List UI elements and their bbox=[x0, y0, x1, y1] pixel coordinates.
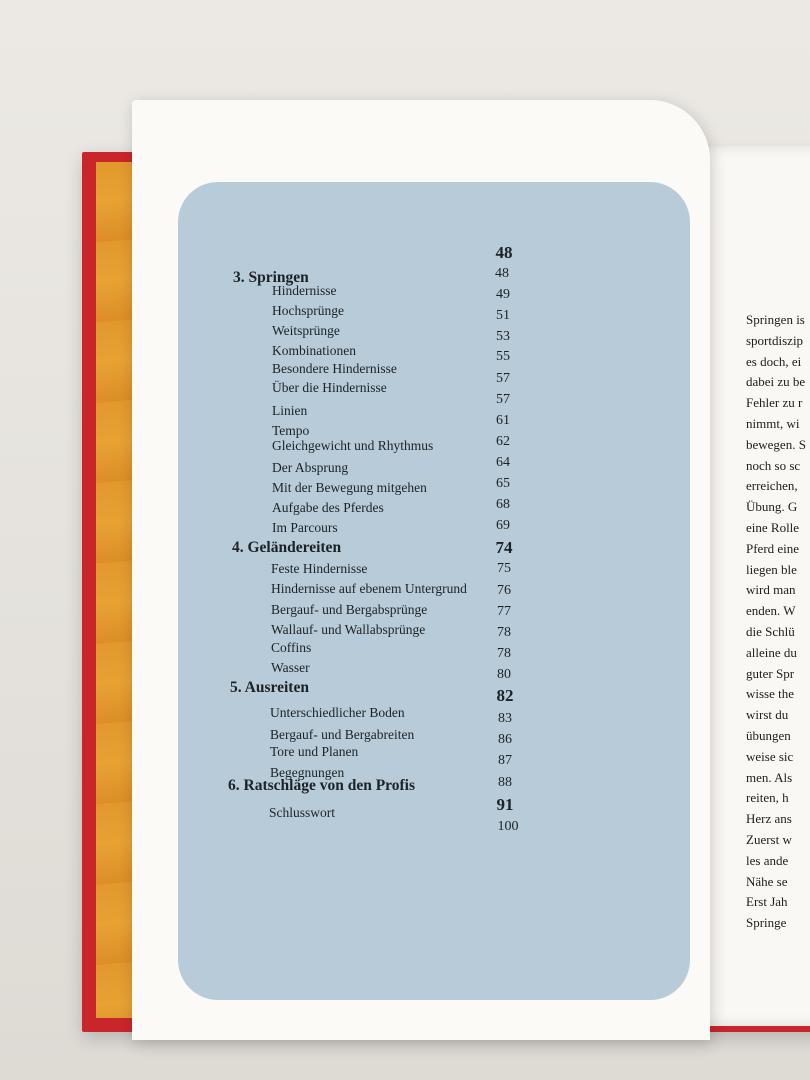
toc-entry-label: Wasser bbox=[271, 660, 310, 675]
toc-entry-page: 80 bbox=[497, 667, 511, 682]
toc-entry-page: 51 bbox=[496, 308, 510, 323]
toc-entry-label: Hindernisse auf ebenem Untergrund bbox=[271, 581, 467, 596]
text-line: die Schlü bbox=[746, 623, 795, 639]
text-line: noch so sc bbox=[746, 457, 801, 473]
chapter-page-number: 48 bbox=[495, 266, 509, 281]
text-line: liegen ble bbox=[746, 561, 797, 577]
toc-entry-page: 53 bbox=[496, 329, 510, 344]
text-line: es doch, ei bbox=[746, 353, 802, 369]
toc-entry-label: Coffins bbox=[271, 640, 312, 655]
text-line: Zuerst w bbox=[746, 831, 792, 847]
toc-entry-label: Gleichgewicht und Rhythmus bbox=[272, 438, 434, 453]
chapter-title: 5. Ausreiten bbox=[230, 679, 309, 696]
text-line: sportdiszip bbox=[746, 332, 804, 348]
toc-entry-label: Feste Hindernisse bbox=[271, 561, 368, 576]
toc-entry-label: Kombinationen bbox=[272, 343, 356, 358]
toc-entry-page: 62 bbox=[496, 434, 510, 449]
toc-entry-label: Bergauf- und Bergabsprünge bbox=[271, 602, 428, 617]
text-line: eine Rolle bbox=[746, 519, 800, 535]
text-line: men. Als bbox=[746, 769, 793, 785]
right-page-text bbox=[746, 310, 810, 934]
chapter-title: 6. Ratschläge von den Profis bbox=[228, 777, 416, 794]
toc-entry-page: 68 bbox=[496, 497, 510, 512]
toc-entry-label: Tore und Planen bbox=[270, 744, 359, 759]
toc-entry-page: 65 bbox=[496, 476, 510, 491]
toc-entry-page: 57 bbox=[496, 371, 510, 386]
toc-entry-label: Schlusswort bbox=[269, 805, 336, 820]
toc-entry-page: 100 bbox=[497, 819, 519, 834]
chapter-page-number: 82 bbox=[496, 686, 514, 705]
toc-entry-label: Der Absprung bbox=[272, 460, 349, 475]
toc-entry-page: 88 bbox=[498, 775, 512, 790]
toc-entry-page: 61 bbox=[496, 413, 510, 428]
text-line: les ande bbox=[746, 852, 789, 868]
text-line: reiten, h bbox=[746, 790, 789, 806]
toc-entry-label: Bergauf- und Bergabreiten bbox=[270, 727, 415, 742]
chapter-page-number: 91 bbox=[496, 795, 514, 814]
toc-entry-page: 69 bbox=[496, 518, 510, 533]
toc-entry-label: Weitsprünge bbox=[272, 323, 340, 338]
toc-entry-page: 78 bbox=[497, 646, 511, 661]
text-line: erreichen, bbox=[746, 478, 798, 494]
text-line: wirst du bbox=[746, 707, 789, 723]
text-line: Fehler zu r bbox=[746, 395, 803, 411]
toc-entry-label: Linien bbox=[272, 403, 308, 418]
toc-entry-label: Unterschiedlicher Boden bbox=[270, 705, 405, 720]
text-line: guter Spr bbox=[746, 665, 795, 681]
toc-entry-page: 57 bbox=[496, 392, 510, 407]
text-line: Nähe se bbox=[746, 873, 788, 889]
text-line: Springe bbox=[746, 915, 787, 931]
toc-entry-page: 49 bbox=[496, 287, 510, 302]
text-line: wisse the bbox=[746, 686, 795, 702]
toc-entry-page: 55 bbox=[496, 349, 510, 364]
text-line: Pferd eine bbox=[746, 540, 800, 556]
text-line: Springen is bbox=[746, 312, 805, 327]
chapter-title: 3. Springen bbox=[233, 269, 309, 286]
toc-entry-page: 83 bbox=[498, 711, 512, 726]
text-line: nimmt, wi bbox=[746, 415, 800, 431]
text-line: wird man bbox=[746, 582, 796, 598]
toc-entry-label: Hindernisse bbox=[272, 283, 337, 298]
toc-top-page-number: 48 bbox=[495, 243, 513, 262]
text-line: alleine du bbox=[746, 644, 797, 660]
toc-entry-label: Mit der Bewegung mitgehen bbox=[272, 480, 427, 495]
toc-entry-page: 87 bbox=[498, 753, 512, 768]
toc-entry-label: Begegnungen bbox=[270, 765, 345, 780]
toc-entry-label: Über die Hindernisse bbox=[272, 380, 387, 395]
toc-entry-page: 77 bbox=[497, 604, 511, 619]
text-line: Erst Jah bbox=[746, 894, 788, 910]
text-line: Übung. G bbox=[746, 499, 798, 515]
toc-entry-label: Tempo bbox=[272, 423, 310, 438]
toc-entry-label: Aufgabe des Pferdes bbox=[272, 500, 384, 515]
text-line: dabei zu be bbox=[746, 374, 806, 390]
toc-entry-page: 78 bbox=[497, 625, 511, 640]
toc-entry-page: 75 bbox=[497, 561, 511, 576]
text-line: bewegen. S bbox=[746, 436, 806, 452]
toc-entry-page: 86 bbox=[498, 732, 512, 747]
text-line: übungen bbox=[746, 727, 791, 743]
toc-entry-page: 64 bbox=[496, 455, 510, 470]
text-line: Herz ans bbox=[746, 811, 792, 827]
text-line: enden. W bbox=[746, 603, 796, 619]
chapter-title: 4. Geländereiten bbox=[232, 539, 342, 556]
toc-entry-label: Besondere Hindernisse bbox=[272, 361, 397, 376]
toc-entry-label: Wallauf- und Wallabsprünge bbox=[271, 622, 426, 637]
toc-entry-label: Im Parcours bbox=[272, 520, 338, 535]
chapter-page-number: 74 bbox=[495, 538, 513, 557]
toc-entry-label: Hochsprünge bbox=[272, 303, 344, 318]
text-line: weise sic bbox=[746, 748, 794, 764]
toc-entry-page: 76 bbox=[497, 583, 511, 598]
